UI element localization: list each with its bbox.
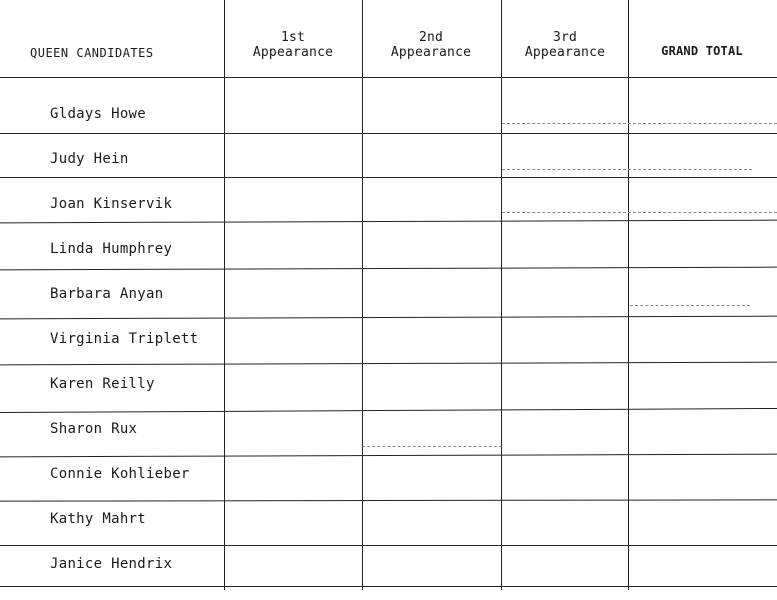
faint-guide-line [630, 305, 750, 306]
candidate-name: Connie Kohlieber [50, 466, 190, 482]
faint-guide-line [362, 446, 502, 447]
candidate-name: Judy Hein [50, 151, 129, 167]
candidate-name: Virginia Triplett [50, 331, 199, 347]
second-appearance-ordinal: 2nd [418, 30, 444, 45]
candidate-name: Barbara Anyan [50, 286, 164, 302]
queen-candidates-header: QUEEN CANDIDATES [30, 46, 154, 60]
third-appearance-ordinal: 3rd [552, 30, 578, 45]
candidate-name: Linda Humphrey [50, 241, 173, 257]
column-rule [362, 0, 363, 590]
row-rule [0, 316, 777, 320]
column-rule [224, 0, 225, 590]
faint-guide-line [502, 169, 752, 170]
row-rule [0, 545, 777, 546]
faint-guide-line [502, 212, 777, 213]
third-appearance-header [505, 30, 625, 60]
row-rule [0, 408, 777, 413]
row-rule [0, 220, 777, 224]
candidate-name: Karen Reilly [50, 376, 155, 392]
candidate-name: Sharon Rux [50, 421, 138, 437]
first-appearance-ordinal: 1st [280, 30, 306, 45]
column-rule [628, 0, 629, 590]
row-rule [0, 499, 777, 501]
row-rule [0, 133, 777, 134]
second-appearance-header [364, 30, 498, 60]
grand-total-header: GRAND TOTAL [661, 44, 743, 58]
row-rule [0, 267, 777, 271]
candidate-name: Joan Kinservik [50, 196, 173, 212]
second-appearance-label: Appearance [390, 45, 472, 60]
first-appearance-label: Appearance [252, 45, 334, 60]
bottom-rule [0, 586, 777, 587]
column-rule [501, 0, 502, 590]
row-rule [0, 454, 777, 458]
candidate-name: Janice Hendrix [50, 556, 173, 572]
first-appearance-header [228, 30, 358, 60]
row-rule [0, 177, 777, 178]
header-rule [0, 77, 777, 78]
candidate-name: Gldays Howe [50, 106, 147, 122]
third-appearance-label: Appearance [524, 45, 606, 60]
row-rule [0, 362, 777, 366]
candidate-name: Kathy Mahrt [50, 511, 147, 527]
faint-guide-line [502, 123, 777, 124]
